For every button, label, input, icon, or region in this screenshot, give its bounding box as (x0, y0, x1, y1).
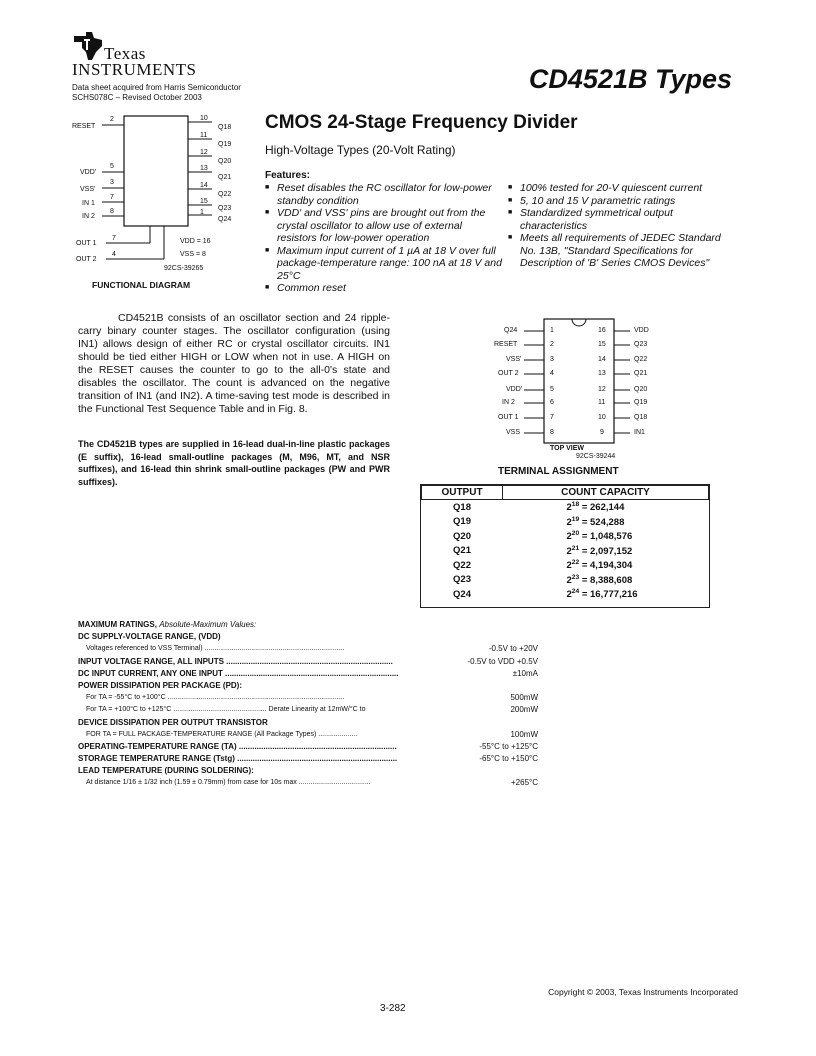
ta-pin-in2: IN 2 (502, 399, 515, 406)
capacity-cell: $2^{24} = 16,777,216$ (566, 588, 638, 601)
feature-item: ■ Common reset (265, 282, 503, 295)
fd-pin-reset: RESET (72, 123, 96, 130)
ta-pin-num: 6 (550, 399, 554, 406)
fd-pin-num: 10 (200, 115, 208, 122)
table-row (422, 515, 709, 530)
output-cell: Q20 (453, 530, 471, 542)
ta-pin-vss: VSS (506, 429, 521, 436)
fd-pin-num: 3 (110, 179, 114, 186)
fd-pin-q19: Q19 (218, 141, 232, 148)
fd-pin-vdd: VDD' (80, 169, 97, 176)
ratings-row (78, 692, 538, 704)
maximum-ratings (78, 619, 538, 790)
ta-caption: TERMINAL ASSIGNMENT (498, 466, 619, 477)
ta-pin-num: 4 (550, 370, 554, 377)
table-row (422, 573, 709, 588)
functional-diagram (72, 112, 252, 297)
ratings-heading-line (78, 619, 538, 631)
fd-pin-num: 7 (110, 194, 114, 201)
capacity-cell: $2^{18} = 262,144$ (566, 501, 625, 514)
ratings-value: -65°C to +150°C (476, 753, 538, 765)
ta-pin-q23: Q23 (634, 341, 648, 348)
ratings-row (78, 680, 538, 692)
ta-pin-num: 1 (550, 327, 554, 334)
ta-pin-num: 15 (598, 341, 606, 348)
ta-pin-vdd-prime: VDD' (506, 386, 523, 393)
capacity-value: = 1,048,576 (581, 531, 633, 543)
fd-pin-num: 8 (110, 208, 114, 215)
ta-pin-num: 5 (550, 386, 554, 393)
ratings-value: +265°C (508, 777, 538, 789)
table-row (422, 500, 709, 515)
ta-pin-in1: IN1 (634, 429, 645, 436)
ta-top-view: TOP VIEW (550, 445, 584, 452)
ta-code: 92CS-39244 (576, 453, 616, 460)
ta-pin-q22: Q22 (634, 356, 648, 363)
capacity-value: = 4,194,304 (581, 560, 633, 572)
fd-pin-num: 14 (200, 182, 208, 189)
ta-pin-reset: RESET (494, 341, 518, 348)
voltage-rating: High-Voltage Types (20-Volt Rating) (265, 143, 456, 157)
ratings-row (78, 765, 538, 777)
ta-pin-out1: OUT 1 (498, 414, 519, 421)
ratings-label: STORAGE TEMPERATURE RANGE (Tstg) ........................................................................ (78, 754, 398, 764)
output-cell: Q18 (453, 501, 471, 513)
ratings-label: DC INPUT CURRENT, ANY ONE INPUT .............................................................................. (78, 668, 399, 678)
power: 21 (571, 544, 580, 552)
fd-supply-vdd: VDD = 16 (180, 238, 211, 245)
fd-pin-num: 15 (200, 198, 208, 205)
ratings-label: POWER DISSIPATION PER PACKAGE (PD): (78, 680, 243, 690)
ratings-row (78, 753, 538, 765)
ratings-heading-note: Absolute-Maximum Values: (159, 620, 257, 629)
output-cell: Q22 (453, 559, 471, 571)
ratings-value: 500mW (507, 692, 538, 704)
ta-pin-vss-prime: VSS' (506, 356, 522, 363)
fd-pin-out2: OUT 2 (76, 256, 97, 263)
fd-caption: FUNCTIONAL DIAGRAM (92, 280, 191, 290)
ratings-rows (78, 631, 538, 789)
output-cell: Q23 (453, 574, 471, 586)
ta-pin-num: 7 (550, 414, 554, 421)
feature-item: ■ Maximum input current of 1 µA at 18 V over full package-temperature range: 100 nA at 18 V and 25°C (265, 245, 503, 283)
product-subtitle: CMOS 24-Stage Frequency Divider (265, 112, 578, 133)
feature-item: ■ VDD' and VSS' pins are brought out from the crystal oscillator to allow use of external resistors for low-power operation (265, 207, 503, 245)
ratings-row (78, 717, 538, 729)
power: 22 (571, 559, 580, 567)
capacity-value: = 524,288 (581, 516, 625, 528)
ratings-label: FOR TA = FULL PACKAGE-TEMPERATURE RANGE (All Package Types) .................... (86, 730, 358, 738)
capacity-cell: $2^{23} = 8,388,608$ (566, 573, 633, 586)
ta-pin-num: 16 (598, 327, 606, 334)
ta-pin-vdd: VDD (634, 327, 649, 334)
ratings-label: At distance 1/16 ± 1/32 inch (1.59 ± 0.79mm) from case for 10s max ..................................... (86, 779, 371, 787)
fd-pin-num: 11 (200, 132, 208, 139)
copyright: Copyright © 2003, Texas Instruments Incorporated (548, 987, 738, 997)
ratings-value: -0.5V to VDD +0.5V (465, 656, 538, 668)
ratings-label: INPUT VOLTAGE RANGE, ALL INPUTS ........................................................................... (78, 656, 393, 666)
ratings-label: For TA = -55°C to +100°C ........................................................................................... (86, 694, 345, 702)
capacity-value: = 16,777,216 (581, 589, 638, 601)
ti-logo-icon (72, 30, 106, 62)
ta-pin-num: 9 (600, 429, 604, 436)
output-cell: Q21 (453, 545, 471, 557)
table-row (422, 544, 709, 559)
brand-line2: INSTRUMENTS (72, 60, 197, 79)
fd-pin-num: 2 (110, 116, 114, 123)
capacity-cell: $2^{19} = 524,288$ (566, 515, 625, 528)
ta-pin-num: 13 (598, 370, 606, 377)
fd-pin-in1: IN 1 (82, 200, 95, 207)
ta-pin-num: 10 (598, 414, 606, 421)
ta-pin-q18: Q18 (634, 414, 648, 421)
ratings-row (78, 729, 538, 741)
ta-pin-num: 2 (550, 341, 554, 348)
ratings-row (78, 704, 538, 716)
ratings-row (78, 656, 538, 668)
features-left (265, 182, 503, 295)
features-right (508, 182, 730, 270)
capacity-cell: $2^{21} = 2,097,152$ (566, 544, 633, 557)
capacity-cell: $2^{22} = 4,194,304$ (566, 559, 633, 572)
ratings-label: LEAD TEMPERATURE (DURING SOLDERING): (78, 766, 254, 776)
ratings-row (78, 777, 538, 789)
table-row (422, 558, 709, 573)
power: 19 (571, 515, 580, 523)
ratings-value: ±10mA (510, 668, 538, 680)
capacity-table (421, 485, 709, 602)
ta-pin-num: 14 (598, 356, 606, 363)
power: 20 (571, 530, 580, 538)
functional-diagram-drawing (72, 112, 252, 287)
capacity-value: = 8,388,608 (581, 574, 633, 586)
description-para1: CD4521B consists of an oscillator section and 24 ripple-carry binary counter stages. The oscillator configuration (using IN1) allows design of either RC or crystal oscillator circuits. IN1 should be tied either HIGH or LOW when not in use. A HIGH on the RESET causes the counter to go to the all-0's state and disables the oscillator. The count is advanced on the negative transition of IN1 (and IN2). A time-saving test mode is described in the Functional Test Sequence Table and in Fig. 8. (78, 312, 390, 415)
fd-pin-q22: Q22 (218, 191, 232, 198)
power: 24 (571, 588, 580, 596)
ratings-label: DC SUPPLY-VOLTAGE RANGE, (VDD) (78, 632, 221, 642)
fd-pin-num: 4 (112, 251, 116, 258)
col-capacity: COUNT CAPACITY (503, 486, 709, 500)
fd-pin-num: 5 (110, 163, 114, 170)
ta-pin-num: 3 (550, 356, 554, 363)
fd-pin-in2: IN 2 (82, 213, 95, 220)
table-row (422, 529, 709, 544)
fd-pin-out1: OUT 1 (76, 240, 97, 247)
power: 18 (571, 501, 580, 509)
fd-pin-q21: Q21 (218, 174, 232, 181)
fd-code: 92CS-39265 (164, 265, 204, 272)
feature-item: ■ 5, 10 and 15 V parametric ratings (508, 195, 730, 208)
ta-pin-num: 12 (598, 386, 606, 393)
page-number: 3-282 (380, 1003, 406, 1014)
ratings-row (78, 643, 538, 655)
count-capacity-table (420, 484, 710, 608)
power: 23 (571, 573, 580, 581)
capacity-value: = 262,144 (581, 502, 625, 514)
ratings-value: -0.5V to +20V (486, 643, 538, 655)
feature-item: ■ Reset disables the RC oscillator for low-power standby condition (265, 182, 503, 207)
ratings-label: DEVICE DISSIPATION PER OUTPUT TRANSISTOR (78, 717, 268, 727)
fd-pin-q18: Q18 (218, 124, 232, 131)
ta-pin-q20: Q20 (634, 386, 648, 393)
fd-pin-q23: Q23 (218, 205, 232, 212)
ta-pin-num: 11 (598, 399, 606, 406)
output-cell: Q24 (453, 588, 471, 600)
description-para2: The CD4521B types are supplied in 16-lead dual-in-line plastic packages (E suffix), 16-lead small-outline packages (M, M96, MT, and NSR suffixes), and 16-lead thin shrink small-outline packages (PW and PWR suffixes). (78, 439, 390, 487)
page-title: CD4521B Types (528, 64, 732, 94)
ta-pin-q21: Q21 (634, 370, 648, 377)
ratings-row (78, 631, 538, 643)
features-heading: Features: (265, 170, 311, 181)
brand-line1: Texas (104, 44, 146, 63)
fd-pin-num: 13 (200, 165, 208, 172)
ratings-heading: MAXIMUM RATINGS, (78, 620, 157, 629)
ta-pin-out2: OUT 2 (498, 370, 519, 377)
capacity-cell: $2^{20} = 1,048,576$ (566, 530, 633, 543)
ta-pin-q24: Q24 (504, 327, 518, 334)
feature-item: ■ 100% tested for 20-V quiescent current (508, 182, 730, 195)
fd-pin-q24: Q24 (218, 216, 232, 223)
ratings-row (78, 741, 538, 753)
terminal-assignment (480, 315, 670, 485)
ratings-value: 100mW (507, 729, 538, 741)
output-cell: Q19 (453, 516, 471, 528)
ratings-label: OPERATING-TEMPERATURE RANGE (TA) ....................................................................... (78, 741, 397, 751)
feature-item: ■ Standardized symmetrical output characteristics (508, 207, 730, 232)
fd-pin-num: 7 (112, 235, 116, 242)
fd-pin-num: 1 (200, 209, 204, 216)
col-output: OUTPUT (422, 486, 503, 500)
doc-number: SCHS078C – Revised October 2003 (72, 93, 202, 102)
ratings-label: Voltages referenced to VSS Terminal) ........................................................................ (86, 645, 345, 653)
ratings-label: For TA = +100°C to +125°C ................................................ Derate Linearity at 12mW/°C to (86, 706, 366, 714)
ratings-value: -55°C to +125°C (476, 741, 538, 753)
ratings-value: 200mW (507, 704, 538, 716)
fd-pin-q20: Q20 (218, 158, 232, 165)
fd-supply-vss: VSS = 8 (180, 251, 206, 258)
ta-pin-q19: Q19 (634, 399, 648, 406)
fd-pin-num: 12 (200, 149, 208, 156)
acquired-note: Data sheet acquired from Harris Semiconductor (72, 83, 241, 92)
ta-pin-num: 8 (550, 429, 554, 436)
feature-item: ■ Meets all requirements of JEDEC Standard No. 13B, "Standard Specifications for Description of 'B' Series CMOS Devices" (508, 232, 730, 270)
fd-pin-vss: VSS' (80, 186, 96, 193)
capacity-value: = 2,097,152 (581, 545, 633, 557)
ratings-row (78, 668, 538, 680)
table-row (422, 587, 709, 602)
